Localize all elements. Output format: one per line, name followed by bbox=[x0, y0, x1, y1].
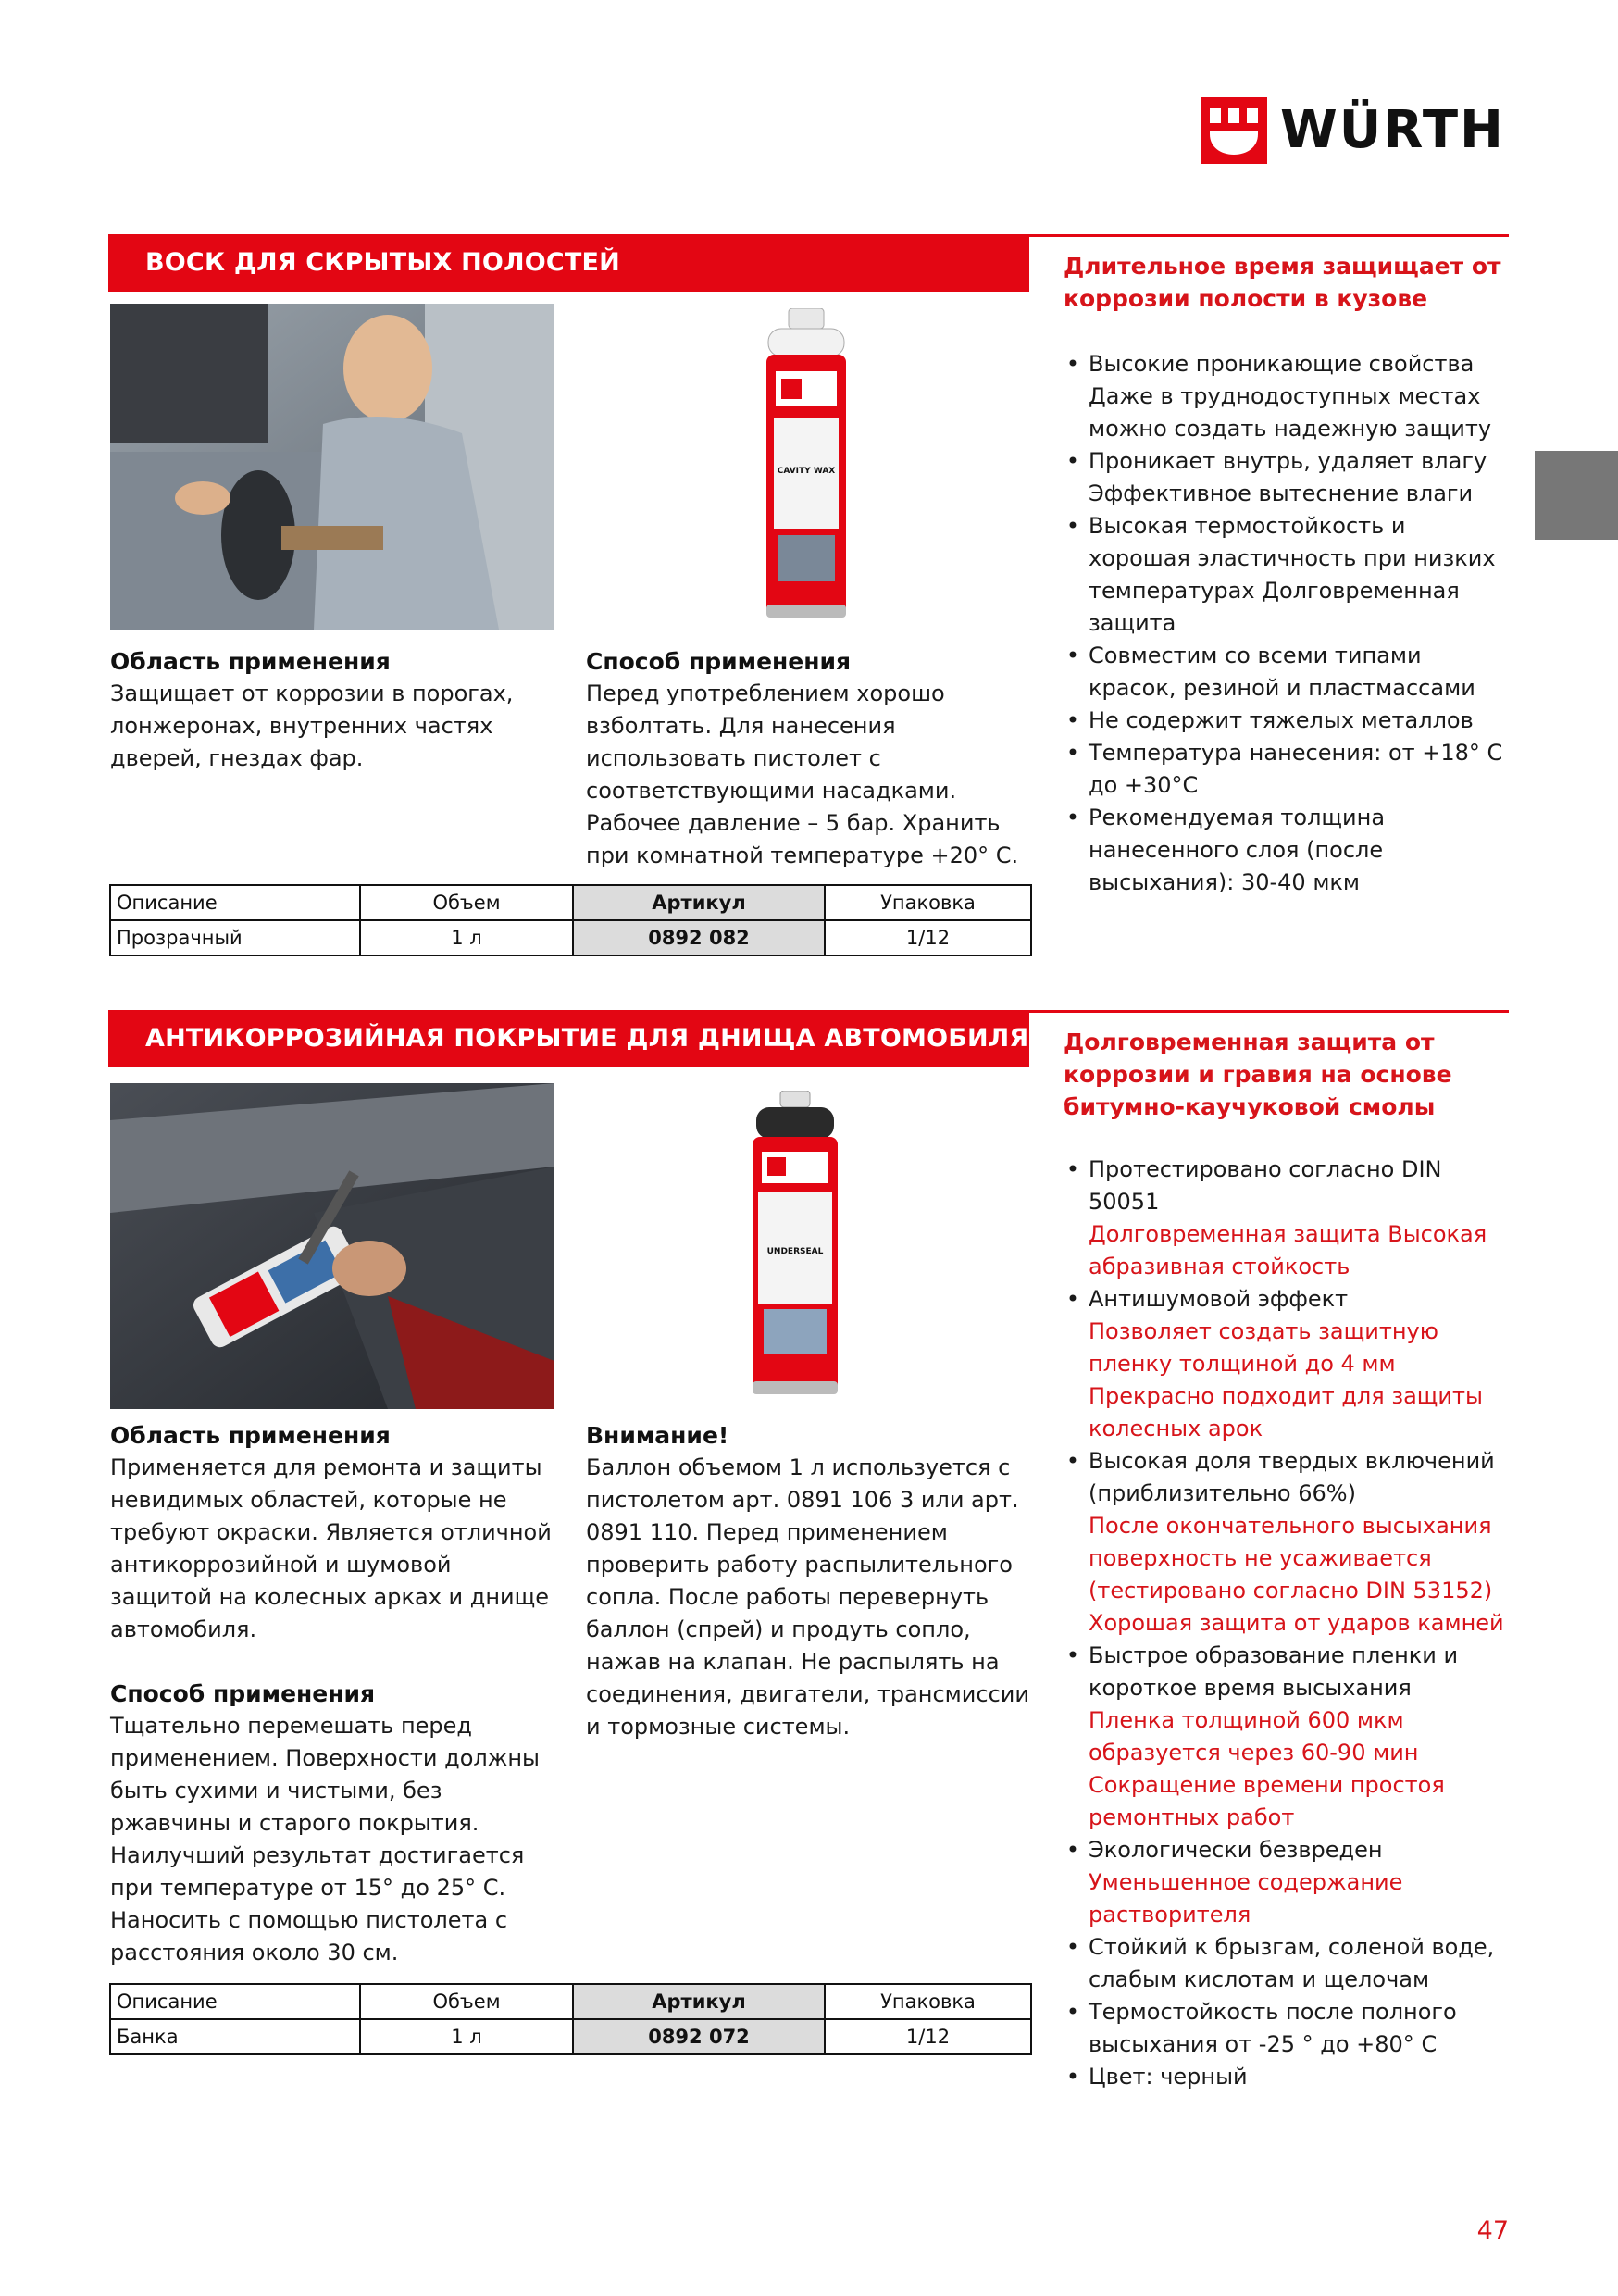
list-item: • Температура нанесения: от +18° С до +30°С bbox=[1065, 740, 1503, 798]
attention-block bbox=[586, 1419, 1030, 1743]
table-header: Артикул bbox=[573, 885, 825, 920]
list-item: • Экологически безвреден Уменьшенное содержание растворителя bbox=[1065, 1837, 1403, 1928]
list-item: • Высокие проникающие свойства Даже в труднодоступных местах можно создать надежную защиту bbox=[1065, 351, 1492, 442]
table-cell: 1 л bbox=[360, 2019, 573, 2054]
product-table bbox=[109, 884, 1032, 956]
list-item: • Рекомендуемая толщина нанесенного слоя (после высыхания): 30-40 мкм bbox=[1065, 805, 1386, 895]
tagline-block bbox=[1064, 250, 1508, 315]
list-item: • Термостойкость после полного высыхания от -25 ° до +80° С bbox=[1065, 1999, 1457, 2057]
table-header: Упаковка bbox=[825, 885, 1031, 920]
list-item: • Высокая доля твердых включений (приблизительно 66%) После окончательного высыхания поверхность не усаживается (тестировано согласно DIN 53152) Хорошая защита от ударов камней bbox=[1065, 1448, 1504, 1636]
table-cell: 1 л bbox=[360, 920, 573, 955]
table-header: Упаковка bbox=[825, 1984, 1031, 2019]
list-item: • Стойкий к брызгам, соленой воде, слабым кислотам и щелочам bbox=[1065, 1934, 1495, 1992]
block-text: Применяется для ремонта и защиты невидимых областей, которые не требуют окраски. Является отличной антикоррозийной и шумовой защитой на колесных арках и днище автомобиля. bbox=[110, 1454, 552, 1642]
block-heading: Область применения bbox=[110, 648, 391, 675]
block-text: Баллон объемом 1 л используется с пистолетом арт. 0891 106 3 или арт. 0891 110. Перед применением проверить работу распылительного сопла. После работы перевернуть баллон (спрей) и продуть сопло, нажав на клапан. Не распылять на соединения, двигатели, трансмиссии и тормозные системы. bbox=[586, 1454, 1029, 1740]
table-header: Артикул bbox=[573, 1984, 825, 2019]
underbody-spraying-photo bbox=[110, 1083, 554, 1409]
list-item: • Антишумовой эффект Позволяет создать защитную пленку толщиной до 4 мм Прекрасно подходит для защиты колесных арок bbox=[1065, 1286, 1483, 1441]
table-header: Описание bbox=[110, 1984, 360, 2019]
chapter-tab bbox=[1535, 451, 1618, 540]
mechanic-applying-wax-photo bbox=[110, 304, 554, 630]
section-tagline: Длительное время защищает от коррозии полости в кузове bbox=[1064, 253, 1501, 312]
list-item: • Совместим со всеми типами красок, резиной и пластмассами bbox=[1065, 643, 1475, 701]
table-cell: Прозрачный bbox=[110, 920, 360, 955]
section-rule bbox=[1029, 1010, 1509, 1013]
page-number: 47 bbox=[1476, 2216, 1509, 2245]
list-item: • Цвет: черный bbox=[1065, 2064, 1248, 2090]
usage-area-block bbox=[110, 645, 554, 775]
list-item: • Быстрое образование пленки и короткое время высыхания Пленка толщиной 600 мкм образуется через 60-90 мин Сокращение времени простоя ремонтных работ bbox=[1065, 1642, 1459, 1830]
table-row bbox=[110, 920, 1031, 955]
list-item: • Высокая термостойкость и хорошая эластичность при низких температурах Долговременная защита bbox=[1065, 513, 1496, 636]
brand-name: WÜRTH bbox=[1280, 100, 1505, 160]
table-cell: 1/12 bbox=[825, 2019, 1031, 2054]
can-label: UNDERSEAL bbox=[766, 1247, 824, 1256]
block-heading: Внимание! bbox=[586, 1422, 729, 1449]
application-method-block bbox=[586, 645, 1021, 872]
block-text: Тщательно перемешать перед применением. Поверхности должны быть сухими и чистыми, без ржавчины и старого покрытия. Наилучший результат достигается при температуре от 15° до 25° С. Наносить с помощью пистолета с расстояния около 30 см. bbox=[110, 1713, 541, 1965]
article-number: 0892 072 bbox=[573, 2019, 825, 2054]
can-label: CAVITY WAX bbox=[777, 467, 836, 476]
table-cell: Банка bbox=[110, 2019, 360, 2054]
table-header: Описание bbox=[110, 885, 360, 920]
wurth-logo-icon bbox=[1201, 97, 1267, 164]
section-title: АНТИКОРРОЗИЙНАЯ ПОКРЫТИЕ ДЛЯ ДНИЩА АВТОМОБИЛЯ bbox=[108, 1010, 1029, 1067]
section-tagline: Долговременная защита от коррозии и гравия на основе битумно-каучуковой смолы bbox=[1064, 1029, 1452, 1120]
feature-list bbox=[1064, 1154, 1508, 2093]
cavity-wax-spray-can bbox=[761, 308, 852, 623]
table-cell: 1/12 bbox=[825, 920, 1031, 955]
block-heading: Область применения bbox=[110, 1422, 391, 1449]
table-header: Объем bbox=[360, 885, 573, 920]
feature-list bbox=[1064, 348, 1508, 899]
list-item: • Протестировано согласно DIN 50051 Долговременная защита Высокая абразивная стойкость bbox=[1065, 1156, 1487, 1279]
table-row bbox=[110, 2019, 1031, 2054]
wurth-logo bbox=[1201, 97, 1512, 164]
section-rule bbox=[1029, 234, 1509, 237]
block-heading: Способ применения bbox=[110, 1680, 376, 1707]
article-number: 0892 082 bbox=[573, 920, 825, 955]
usage-area-block bbox=[110, 1419, 554, 1646]
list-item: • Проникает внутрь, удаляет влагу Эффективное вытеснение влаги bbox=[1065, 448, 1487, 506]
product-table bbox=[109, 1983, 1032, 2055]
tagline-block bbox=[1064, 1026, 1508, 1123]
block-heading: Способ применения bbox=[586, 648, 852, 675]
table-header: Объем bbox=[360, 1984, 573, 2019]
block-text: Защищает от коррозии в порогах, лонжеронах, внутренних частях дверей, гнездах фар. bbox=[110, 680, 514, 771]
underbody-coating-spray-can bbox=[747, 1091, 843, 1400]
list-item: • Не содержит тяжелых металлов bbox=[1065, 707, 1474, 733]
block-text: Перед употреблением хорошо взболтать. Для нанесения использовать пистолет с соответствующими насадками. Рабочее давление – 5 бар. Хранить при комнатной температуре +20° С. bbox=[586, 680, 1019, 868]
application-method-block bbox=[110, 1678, 554, 1969]
section-title: ВОСК ДЛЯ СКРЫТЫХ ПОЛОСТЕЙ bbox=[108, 234, 1029, 292]
